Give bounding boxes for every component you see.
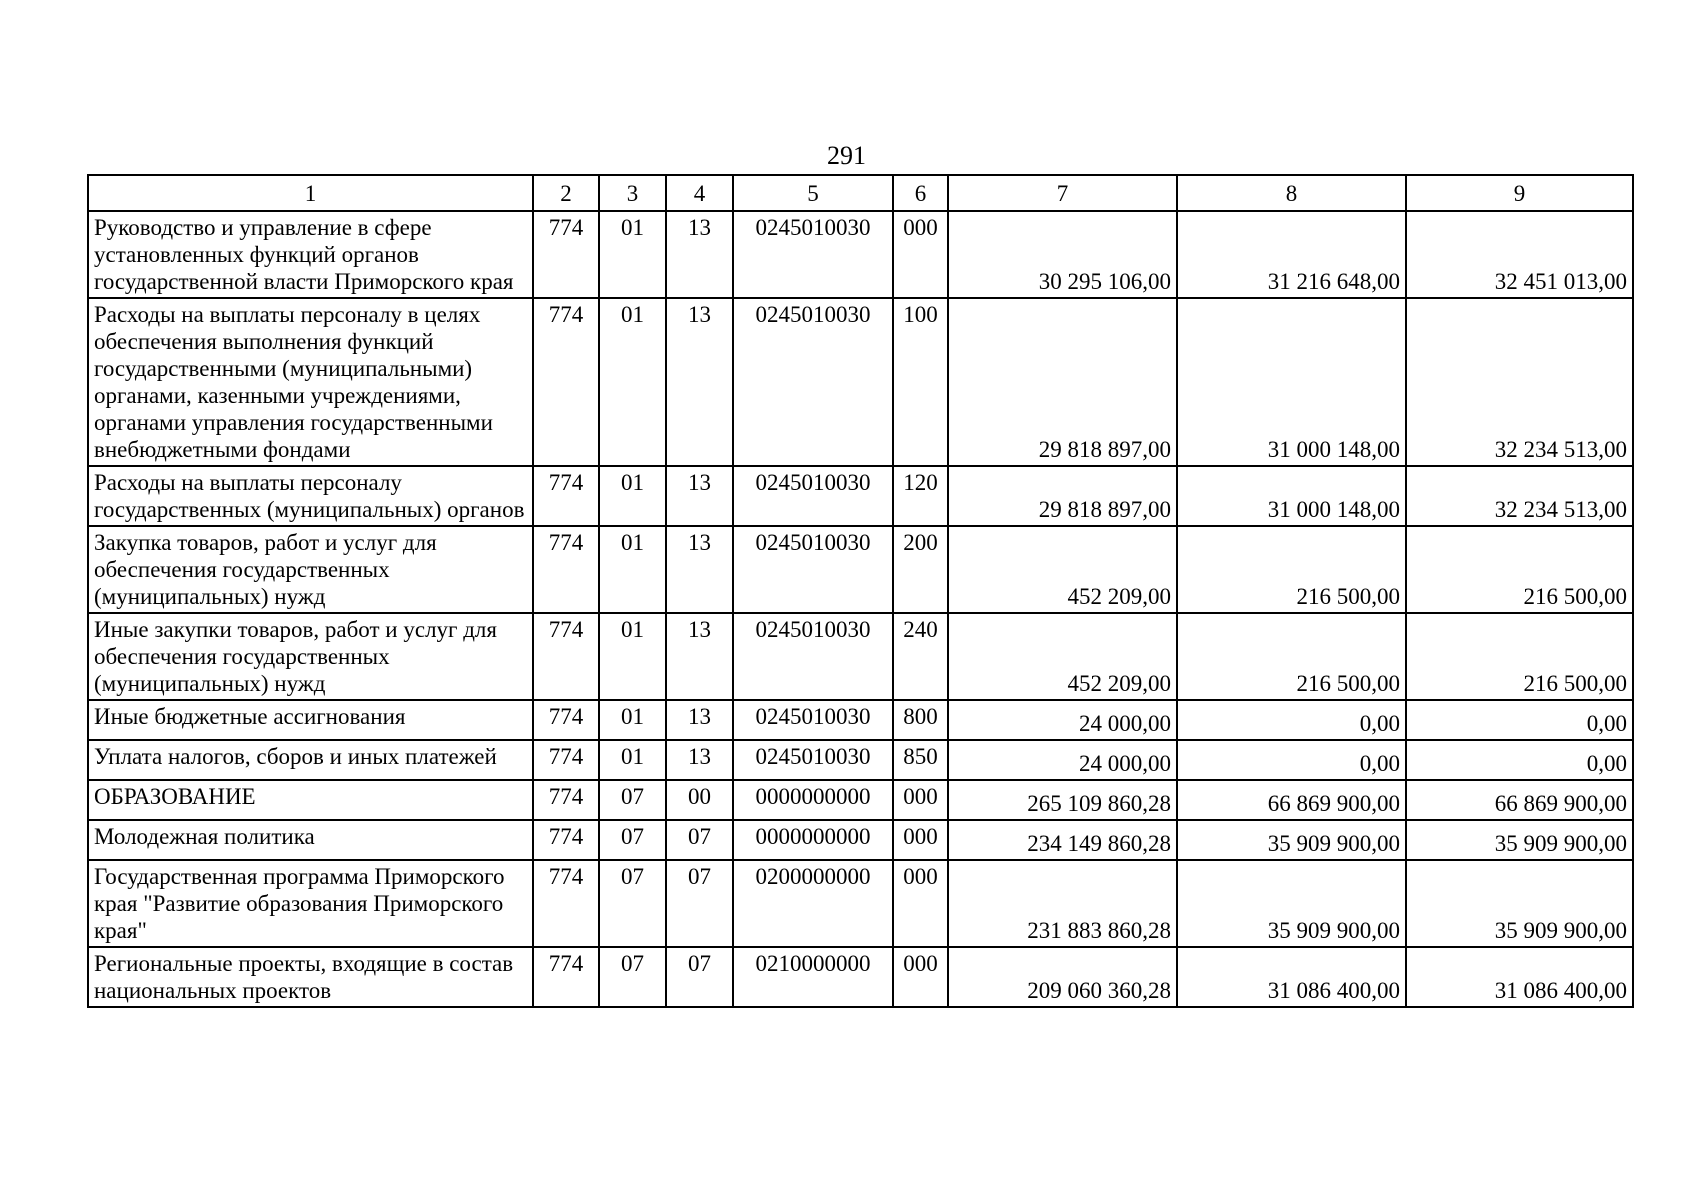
- ministry-code-cell: 774: [533, 780, 599, 820]
- section-code-cell: 01: [599, 526, 666, 613]
- ministry-code-cell: 774: [533, 947, 599, 1007]
- amount-col8-cell: 35 909 900,00: [1177, 820, 1406, 860]
- expense-type-cell: 240: [893, 613, 948, 700]
- target-article-cell: 0245010030: [733, 740, 893, 780]
- section-code-cell: 01: [599, 700, 666, 740]
- expense-type-cell: 850: [893, 740, 948, 780]
- column-header: 5: [733, 175, 893, 211]
- amount-col8-cell: 31 216 648,00: [1177, 211, 1406, 298]
- expense-type-cell: 000: [893, 860, 948, 947]
- amount-col9-cell: 32 234 513,00: [1406, 298, 1633, 466]
- subsection-code-cell: 00: [666, 780, 733, 820]
- amount-col7-cell: 29 818 897,00: [948, 466, 1177, 526]
- target-article-cell: 0245010030: [733, 466, 893, 526]
- subsection-code-cell: 07: [666, 947, 733, 1007]
- subsection-code-cell: 13: [666, 613, 733, 700]
- target-article-cell: 0000000000: [733, 820, 893, 860]
- budget-table: [87, 174, 1634, 1008]
- subsection-code-cell: 07: [666, 860, 733, 947]
- table-row: [88, 526, 1633, 613]
- amount-col9-cell: 0,00: [1406, 700, 1633, 740]
- table-row: [88, 211, 1633, 298]
- table-row: [88, 466, 1633, 526]
- ministry-code-cell: 774: [533, 211, 599, 298]
- amount-col7-cell: 24 000,00: [948, 740, 1177, 780]
- expense-type-cell: 200: [893, 526, 948, 613]
- column-header: 1: [88, 175, 533, 211]
- table-row: [88, 740, 1633, 780]
- expense-type-cell: 100: [893, 298, 948, 466]
- amount-col9-cell: 0,00: [1406, 740, 1633, 780]
- amount-col8-cell: 31 000 148,00: [1177, 466, 1406, 526]
- target-article-cell: 0245010030: [733, 211, 893, 298]
- amount-col9-cell: 35 909 900,00: [1406, 820, 1633, 860]
- item-name-cell: Расходы на выплаты персоналу в целях обеспечения выполнения функций государственными (муниципальными) органами, казенными учреждениями, органами управления государственными внебюджетными фондами: [88, 298, 533, 466]
- subsection-code-cell: 13: [666, 740, 733, 780]
- subsection-code-cell: 13: [666, 211, 733, 298]
- section-code-cell: 01: [599, 613, 666, 700]
- ministry-code-cell: 774: [533, 298, 599, 466]
- amount-col7-cell: 234 149 860,28: [948, 820, 1177, 860]
- amount-col7-cell: 209 060 360,28: [948, 947, 1177, 1007]
- table-row: [88, 613, 1633, 700]
- section-code-cell: 07: [599, 947, 666, 1007]
- amount-col7-cell: 452 209,00: [948, 526, 1177, 613]
- item-name-cell: Закупка товаров, работ и услуг для обеспечения государственных (муниципальных) нужд: [88, 526, 533, 613]
- expense-type-cell: 000: [893, 947, 948, 1007]
- amount-col7-cell: 265 109 860,28: [948, 780, 1177, 820]
- amount-col9-cell: 32 451 013,00: [1406, 211, 1633, 298]
- target-article-cell: 0245010030: [733, 700, 893, 740]
- section-code-cell: 01: [599, 298, 666, 466]
- column-header: 4: [666, 175, 733, 211]
- table-row: [88, 947, 1633, 1007]
- item-name-cell: Руководство и управление в сфере установленных функций органов государственной власти Приморского края: [88, 211, 533, 298]
- amount-col7-cell: 452 209,00: [948, 613, 1177, 700]
- item-name-cell: Иные закупки товаров, работ и услуг для обеспечения государственных (муниципальных) нужд: [88, 613, 533, 700]
- ministry-code-cell: 774: [533, 820, 599, 860]
- column-header: 2: [533, 175, 599, 211]
- target-article-cell: 0000000000: [733, 780, 893, 820]
- amount-col7-cell: 30 295 106,00: [948, 211, 1177, 298]
- ministry-code-cell: 774: [533, 860, 599, 947]
- amount-col8-cell: 31 000 148,00: [1177, 298, 1406, 466]
- amount-col8-cell: 31 086 400,00: [1177, 947, 1406, 1007]
- column-header: 8: [1177, 175, 1406, 211]
- subsection-code-cell: 13: [666, 526, 733, 613]
- table-row: [88, 700, 1633, 740]
- amount-col8-cell: 0,00: [1177, 700, 1406, 740]
- target-article-cell: 0200000000: [733, 860, 893, 947]
- amount-col9-cell: 32 234 513,00: [1406, 466, 1633, 526]
- item-name-cell: Уплата налогов, сборов и иных платежей: [88, 740, 533, 780]
- column-header: 9: [1406, 175, 1633, 211]
- amount-col7-cell: 24 000,00: [948, 700, 1177, 740]
- subsection-code-cell: 13: [666, 700, 733, 740]
- subsection-code-cell: 13: [666, 298, 733, 466]
- column-number-header-row: [88, 175, 1633, 211]
- amount-col9-cell: 216 500,00: [1406, 613, 1633, 700]
- expense-type-cell: 000: [893, 211, 948, 298]
- amount-col9-cell: 35 909 900,00: [1406, 860, 1633, 947]
- target-article-cell: 0245010030: [733, 526, 893, 613]
- amount-col8-cell: 35 909 900,00: [1177, 860, 1406, 947]
- ministry-code-cell: 774: [533, 740, 599, 780]
- section-code-cell: 01: [599, 211, 666, 298]
- item-name-cell: ОБРАЗОВАНИЕ: [88, 780, 533, 820]
- amount-col8-cell: 66 869 900,00: [1177, 780, 1406, 820]
- section-code-cell: 07: [599, 860, 666, 947]
- subsection-code-cell: 13: [666, 466, 733, 526]
- section-code-cell: 01: [599, 740, 666, 780]
- ministry-code-cell: 774: [533, 526, 599, 613]
- amount-col8-cell: 216 500,00: [1177, 613, 1406, 700]
- amount-col7-cell: 231 883 860,28: [948, 860, 1177, 947]
- expense-type-cell: 000: [893, 820, 948, 860]
- section-code-cell: 07: [599, 820, 666, 860]
- table-row: [88, 780, 1633, 820]
- subsection-code-cell: 07: [666, 820, 733, 860]
- amount-col9-cell: 31 086 400,00: [1406, 947, 1633, 1007]
- amount-col8-cell: 216 500,00: [1177, 526, 1406, 613]
- item-name-cell: Расходы на выплаты персоналу государственных (муниципальных) органов: [88, 466, 533, 526]
- item-name-cell: Региональные проекты, входящие в состав национальных проектов: [88, 947, 533, 1007]
- column-header: 3: [599, 175, 666, 211]
- table-row: [88, 860, 1633, 947]
- target-article-cell: 0245010030: [733, 298, 893, 466]
- amount-col9-cell: 216 500,00: [1406, 526, 1633, 613]
- table-row: [88, 820, 1633, 860]
- section-code-cell: 07: [599, 780, 666, 820]
- target-article-cell: 0245010030: [733, 613, 893, 700]
- item-name-cell: Молодежная политика: [88, 820, 533, 860]
- column-header: 7: [948, 175, 1177, 211]
- amount-col8-cell: 0,00: [1177, 740, 1406, 780]
- item-name-cell: Иные бюджетные ассигнования: [88, 700, 533, 740]
- expense-type-cell: 800: [893, 700, 948, 740]
- section-code-cell: 01: [599, 466, 666, 526]
- page-number: 291: [827, 141, 866, 170]
- expense-type-cell: 120: [893, 466, 948, 526]
- table-row: [88, 298, 1633, 466]
- ministry-code-cell: 774: [533, 613, 599, 700]
- item-name-cell: Государственная программа Приморского края "Развитие образования Приморского края": [88, 860, 533, 947]
- table-body: [88, 211, 1633, 1007]
- ministry-code-cell: 774: [533, 700, 599, 740]
- column-header: 6: [893, 175, 948, 211]
- expense-type-cell: 000: [893, 780, 948, 820]
- amount-col9-cell: 66 869 900,00: [1406, 780, 1633, 820]
- ministry-code-cell: 774: [533, 466, 599, 526]
- amount-col7-cell: 29 818 897,00: [948, 298, 1177, 466]
- target-article-cell: 0210000000: [733, 947, 893, 1007]
